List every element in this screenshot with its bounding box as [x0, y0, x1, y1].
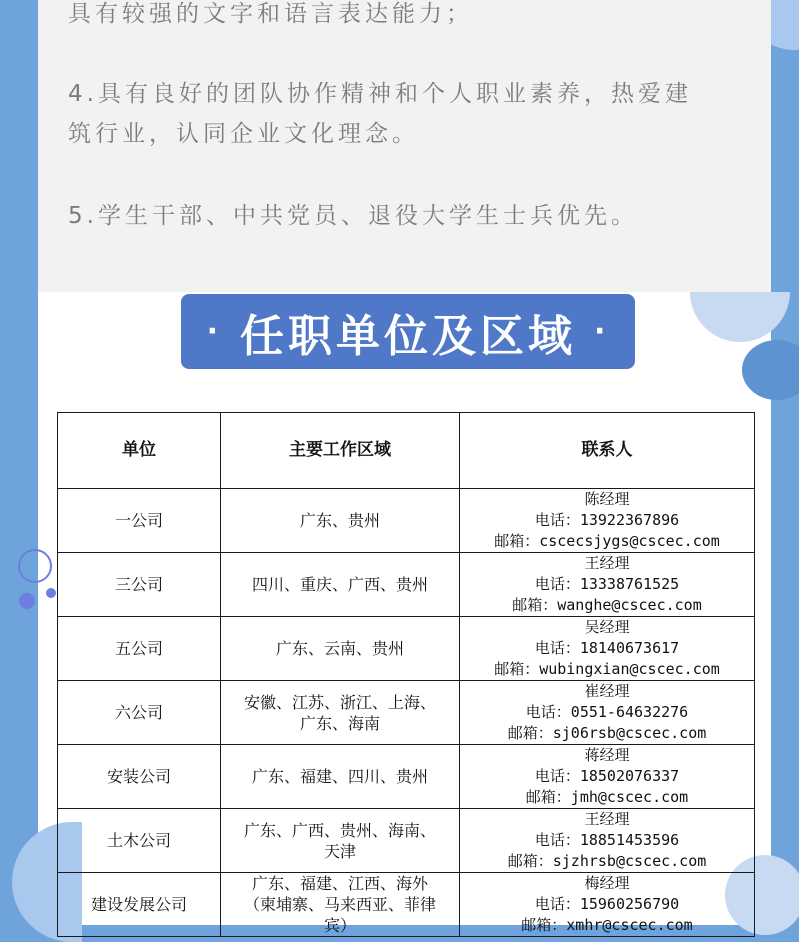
requirement-text: 具有较强的文字和语言表达能力；	[68, 1, 473, 27]
region-line: 四川、重庆、广西、贵州	[251, 575, 428, 594]
region-cell	[221, 553, 460, 617]
left-border	[0, 0, 38, 925]
table-row	[58, 681, 755, 745]
region-cell	[221, 873, 460, 937]
header-unit: 单位	[58, 413, 221, 489]
region-cell	[221, 809, 460, 873]
table-row	[58, 745, 755, 809]
banner-dot-left: ·	[206, 314, 222, 349]
contact-cell	[460, 745, 755, 809]
section-banner	[181, 294, 635, 369]
region-line: 广东、福建、四川、贵州	[251, 767, 428, 786]
region-line: 天津	[323, 841, 356, 861]
contact-email: 邮箱：sjzhrsb@cscec.com	[507, 852, 707, 870]
right-border	[771, 0, 799, 925]
contact-name: 蒋经理	[584, 746, 630, 764]
region-line: 广东、贵州	[299, 511, 380, 530]
region-line: 广东、海南	[299, 713, 380, 733]
contact-phone: 电话：18851453596	[534, 831, 680, 849]
region-line: 安徽、江苏、浙江、上海、	[243, 692, 436, 712]
positions-table	[57, 412, 755, 937]
requirement-item-5: 5.学生干部、中共党员、退役大学生士兵优先。	[68, 203, 638, 229]
table-row	[58, 489, 755, 553]
contact-name: 陈经理	[584, 490, 630, 508]
table-row	[58, 809, 755, 873]
unit-cell: 五公司	[58, 617, 221, 681]
decor-ring	[18, 549, 52, 583]
unit-cell: 土木公司	[58, 809, 221, 873]
contact-name: 梅经理	[584, 874, 630, 892]
contact-cell	[460, 873, 755, 937]
contact-email: 邮箱：wanghe@cscec.com	[512, 596, 702, 614]
contact-phone: 电话：13338761525	[534, 575, 680, 593]
contact-phone: 电话：13922367896	[534, 511, 680, 529]
section-title: 任职单位及区域	[240, 310, 576, 362]
region-line: 广东、福建、江西、海外	[251, 874, 428, 893]
unit-cell: 安装公司	[58, 745, 221, 809]
region-line: （柬埔寨、马来西亚、菲律	[243, 895, 436, 914]
contact-phone: 电话：0551-64632276	[525, 703, 689, 721]
contact-name: 王经理	[584, 554, 630, 572]
contact-phone: 电话：15960256790	[534, 895, 680, 913]
region-cell	[221, 617, 460, 681]
contact-cell	[460, 617, 755, 681]
banner-dot-right: ·	[594, 314, 610, 349]
contact-phone: 电话：18140673617	[534, 639, 680, 657]
contact-cell	[460, 681, 755, 745]
contact-name: 王经理	[584, 810, 630, 828]
table-row	[58, 617, 755, 681]
header-contact: 联系人	[460, 413, 755, 489]
contact-email: 邮箱：wubingxian@cscec.com	[494, 660, 720, 678]
contact-name: 崔经理	[584, 682, 630, 700]
contact-cell	[460, 553, 755, 617]
region-cell	[221, 681, 460, 745]
region-cell	[221, 745, 460, 809]
requirement-item-4: 4.具有良好的团队协作精神和个人职业素养，热爱建 筑行业，认同企业文化理念。	[68, 81, 692, 147]
region-line: 宾）	[323, 916, 356, 935]
contact-email: 邮箱：sj06rsb@cscec.com	[507, 724, 707, 742]
contact-email: 邮箱：xmhr@cscec.com	[521, 916, 693, 934]
header-region: 主要工作区域	[221, 413, 460, 489]
unit-cell: 建设发展公司	[58, 873, 221, 937]
unit-cell: 一公司	[58, 489, 221, 553]
region-line: 广东、云南、贵州	[275, 639, 404, 658]
table-row	[58, 873, 755, 937]
region-line: 广东、广西、贵州、海南、	[243, 820, 436, 840]
contact-cell	[460, 489, 755, 553]
table-header-row	[58, 413, 755, 489]
contact-cell	[460, 809, 755, 873]
decor-dot	[19, 593, 35, 609]
table-row	[58, 553, 755, 617]
unit-cell: 三公司	[58, 553, 221, 617]
region-cell	[221, 489, 460, 553]
contact-phone: 电话：18502076337	[534, 767, 680, 785]
contact-email: 邮箱：cscecsjygs@cscec.com	[494, 532, 720, 550]
unit-cell: 六公司	[58, 681, 221, 745]
decor-dot	[46, 588, 56, 598]
contact-email: 邮箱：jmh@cscec.com	[525, 788, 689, 806]
contact-name: 吴经理	[584, 618, 630, 636]
